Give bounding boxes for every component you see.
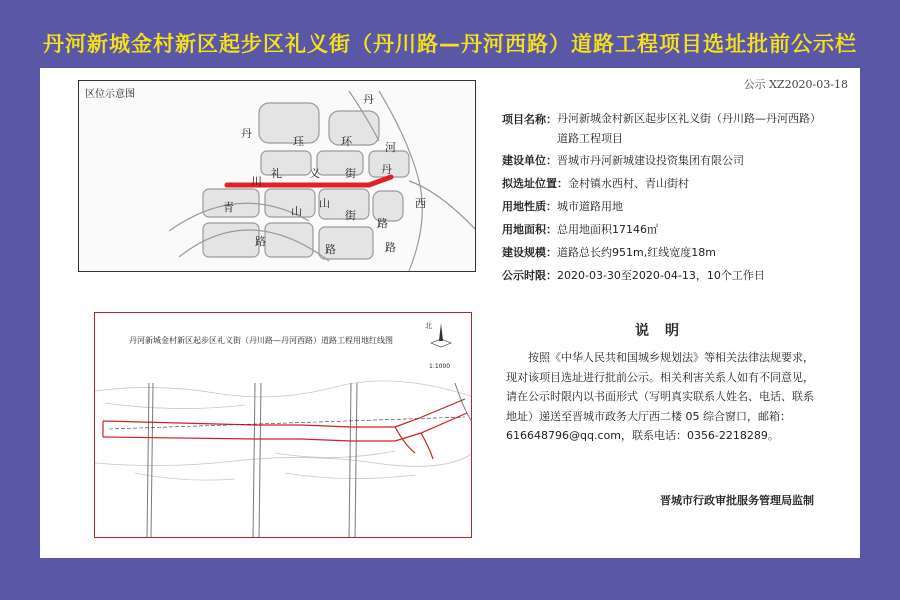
map-text: 山 [319, 197, 330, 210]
map-text: 丹 [241, 127, 252, 140]
notice-number: 公示 XZ2020-03-18 [743, 78, 848, 91]
map-text: 河 [385, 141, 396, 154]
project-info [502, 108, 842, 287]
map-text: 丹 [381, 163, 392, 176]
info-row-scale [502, 241, 842, 264]
info-key: 用地性质： [502, 200, 557, 213]
map-text: 丹 [363, 93, 374, 106]
info-value: 城市道路用地 [557, 200, 623, 213]
plan-title: 丹河新城金村新区起步区礼义街（丹川路—丹河西路）道路工程用地红线图 [129, 336, 393, 345]
notice-signature: 晋城市行政审批服务管理局监制 [660, 494, 814, 507]
info-value: 金村镇水西村、青山街村 [568, 177, 689, 190]
info-key: 建设单位： [502, 154, 557, 167]
info-row-period [502, 264, 842, 287]
map-text: 山 [291, 205, 302, 218]
info-key: 项目名称： [502, 113, 557, 126]
map-text: 街 [345, 167, 356, 180]
map-label: 区位示意图 [85, 89, 135, 100]
info-key: 用地面积： [502, 223, 557, 236]
info-value: 丹河新城金村新区起步区礼义街（丹川路—丹河西路） 道路工程项目 [557, 112, 821, 145]
map-text: 街 [345, 209, 356, 222]
map-text: 青 [223, 201, 234, 214]
banner-title: 丹河新城金村新区起步区礼义街（丹川路—丹河西路）道路工程项目选址批前公示栏 [43, 32, 857, 56]
info-value: 道路总长约951m,红线宽度18m [557, 246, 716, 259]
location-map [78, 80, 476, 272]
redline-plan-drawing [95, 313, 472, 538]
scale-label: 1:1000 [429, 363, 451, 370]
info-row-location [502, 172, 842, 195]
map-text: 义 [309, 167, 320, 180]
redline-plan [94, 312, 472, 538]
map-text: 西 [415, 197, 426, 210]
info-row-land-use [502, 195, 842, 218]
info-row-land-area [502, 218, 842, 241]
info-value: 总用地面积17146㎡ [557, 223, 658, 236]
north-label: 北 [425, 322, 432, 330]
info-row-project-name [502, 108, 842, 149]
map-text: 路 [255, 235, 266, 248]
notice-panel [40, 68, 860, 558]
info-value: 2020-03-30至2020-04-13，10个工作日 [557, 269, 765, 282]
map-text: 路 [325, 243, 336, 256]
map-text: 礼 [271, 167, 282, 180]
map-text: 路 [377, 217, 388, 230]
info-row-developer [502, 149, 842, 172]
info-key: 建设规模： [502, 246, 557, 259]
map-text: 环 [341, 135, 352, 148]
info-value: 晋城市丹河新城建设投资集团有限公司 [557, 154, 744, 167]
info-key: 拟选址位置： [502, 177, 568, 190]
map-text: 川 [251, 175, 262, 188]
notice-heading: 说明 [635, 323, 695, 339]
map-text: 路 [385, 241, 396, 254]
notice-body: 按照《中华人民共和国城乡规划法》等相关法律法规要求，现对该项目选址进行批前公示。相关利害关系人如有不同意见，请在公示时限内以书面形式（写明真实联系人姓名、电话、联系地址）递送至晋城市政务大厅西二楼 05 综合窗口，邮箱：616648796@qq.com，联系电话：0356-2218289。 [506, 351, 814, 442]
map-text: 珏 [293, 135, 304, 148]
info-key: 公示时限： [502, 269, 557, 282]
